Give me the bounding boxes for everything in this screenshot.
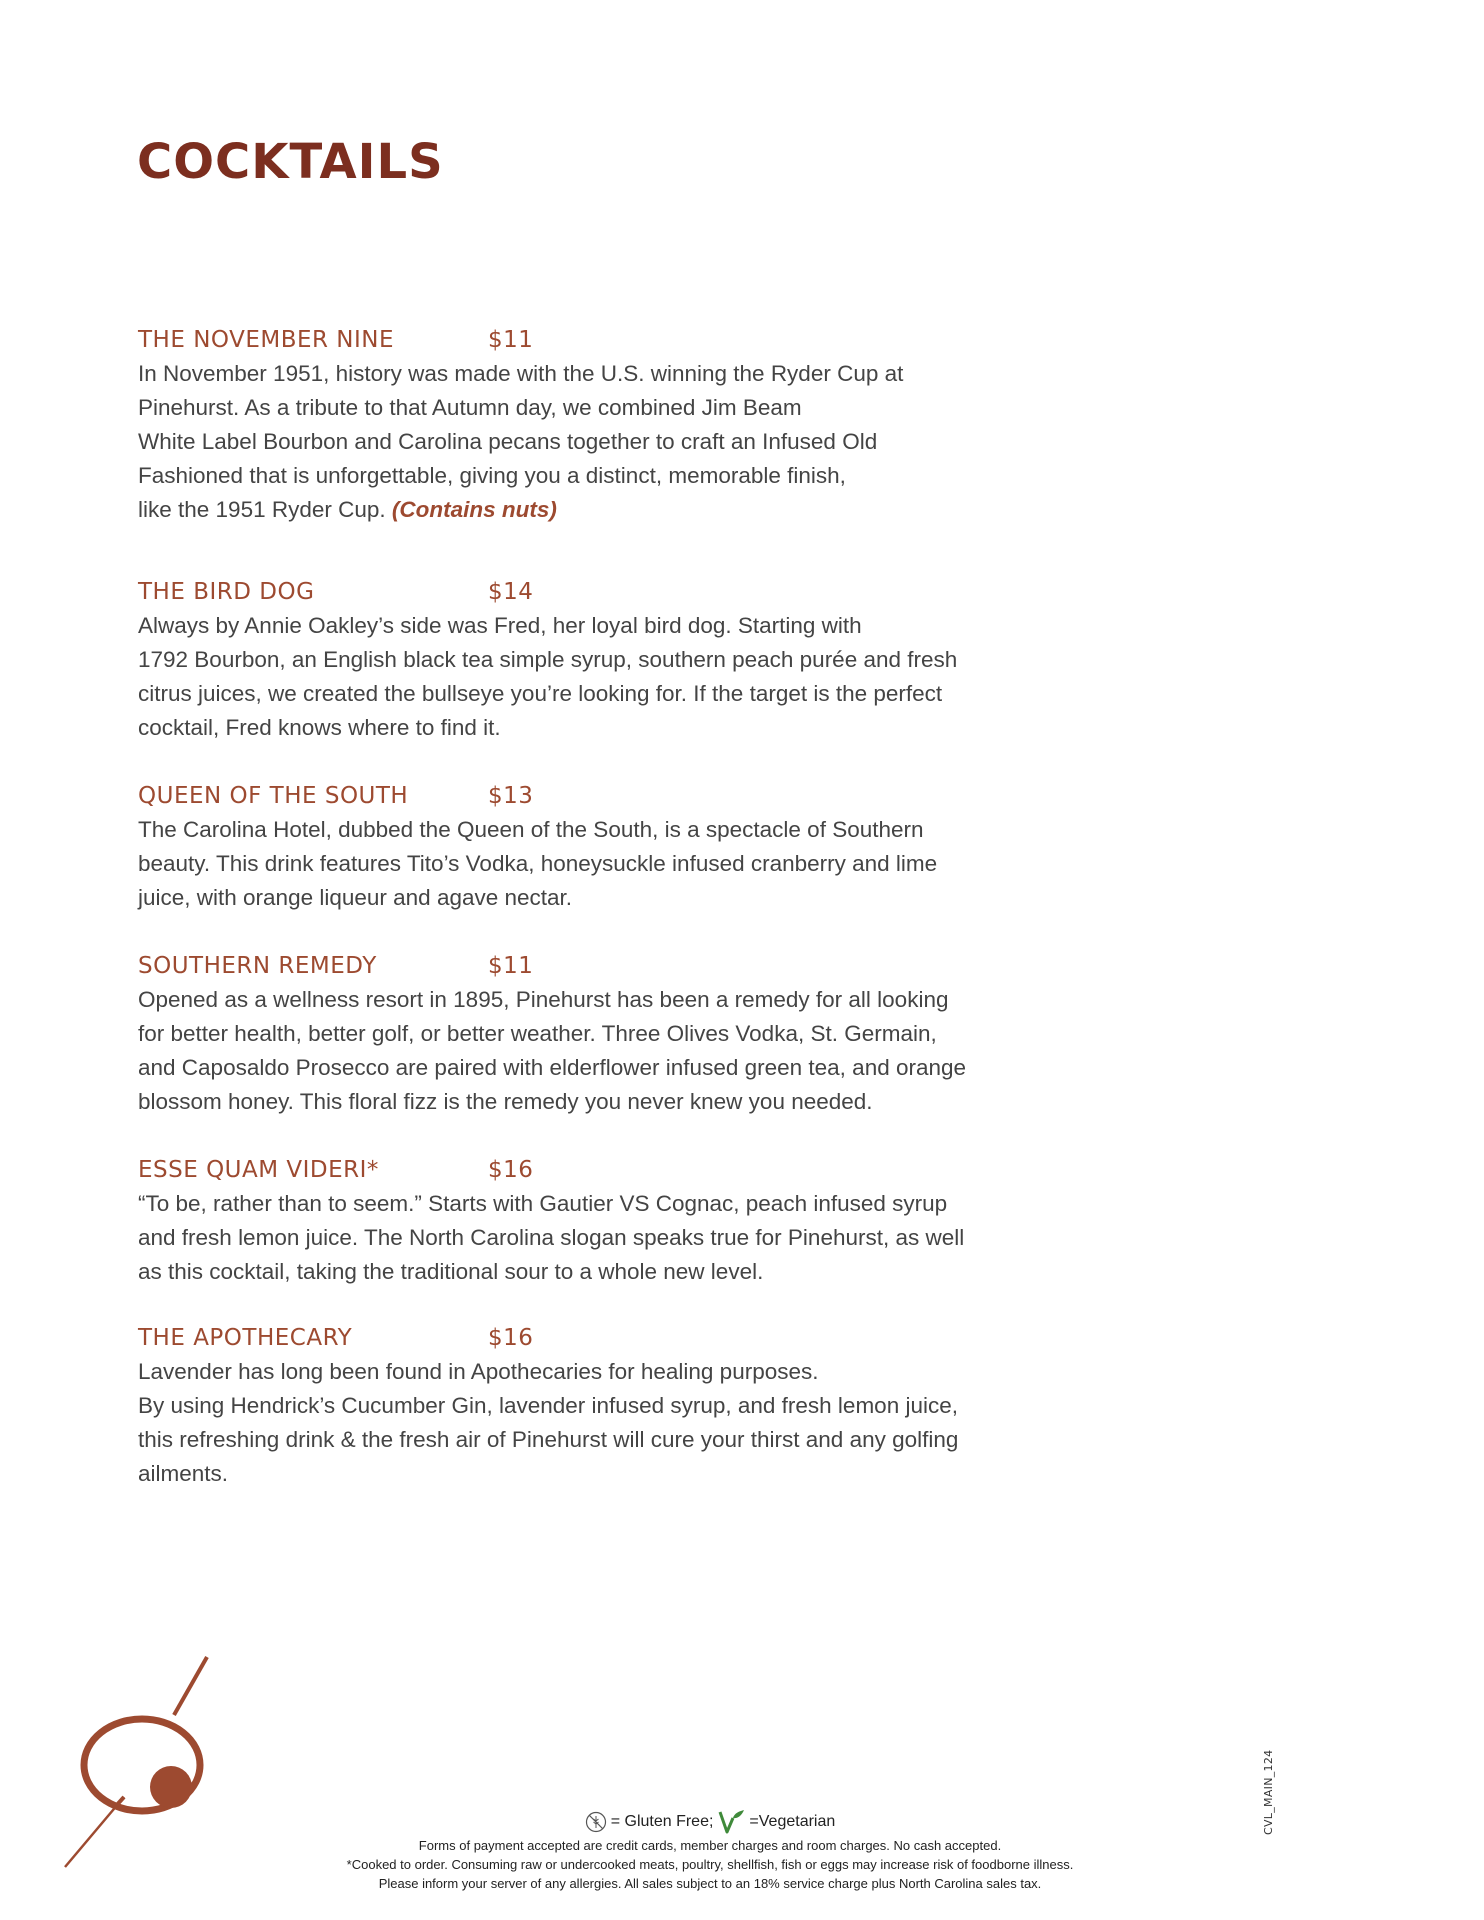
menu-item-price: $16 <box>488 1325 534 1351</box>
menu-item-price: $11 <box>488 327 534 353</box>
page-title: COCKTAILS <box>137 134 444 190</box>
menu-item-price: $11 <box>488 953 534 979</box>
menu-item-description: “To be, rather than to seem.” Starts with Gautier VS Cognac, peach infused syrup and fresh lemon juice. The North Carolina slogan speaks true for Pinehurst, as well as this cocktail, taking the traditional sour to a whole new level. <box>138 1191 965 1284</box>
menu-item-description: Opened as a wellness resort in 1895, Pinehurst has been a remedy for all looking for better health, better golf, or better weather. Three Olives Vodka, St. Germain, and Caposaldo Prosecco are paired with elderflower infused green tea, and orange blossom honey. This floral fizz is the remedy you never knew you needed. <box>138 987 967 1114</box>
menu-item-header <box>138 1321 1058 1355</box>
menu-item <box>138 323 1058 527</box>
menu-item-header <box>138 779 1058 813</box>
menu-item-header <box>138 1153 1058 1187</box>
menu-item-header <box>138 323 1058 357</box>
menu-item-description: Lavender has long been found in Apothecaries for healing purposes. By using Hendrick’s Cucumber Gin, lavender infused syrup, and fresh lemon juice, this refreshing drink & the fresh air of Pinehurst will cure your thirst and any golfing ailments. <box>138 1359 959 1486</box>
gluten-free-icon <box>585 1811 607 1833</box>
menu-item-price: $16 <box>488 1157 534 1183</box>
footer <box>250 1808 1170 1893</box>
raw-food-warning: *Cooked to order. Consuming raw or undercooked meats, poultry, shellfish, fish or eggs may increase risk of foodborne illness. <box>346 1857 1074 1872</box>
document-code: CVL_MAIN_124 <box>1262 1749 1275 1835</box>
payment-note: Forms of payment accepted are credit cards, member charges and room charges. No cash accepted. <box>418 1838 1002 1853</box>
dietary-legend <box>250 1808 1170 1836</box>
menu-item-name: THE NOVEMBER NINE <box>138 327 395 353</box>
menu-item-price: $13 <box>488 783 534 809</box>
olive-logo-icon <box>62 1655 212 1870</box>
menu-item-name: THE APOTHECARY <box>138 1325 353 1351</box>
menu-item-price: $14 <box>488 579 534 605</box>
menu-item-name: SOUTHERN REMEDY <box>138 953 377 979</box>
menu-item <box>138 575 1058 745</box>
menu-item-header <box>138 949 1058 983</box>
cocktail-list <box>138 323 1058 1491</box>
menu-item-name: ESSE QUAM VIDERI* <box>138 1157 379 1183</box>
menu-item <box>138 949 1058 1119</box>
vegetarian-label: =Vegetarian <box>749 1813 836 1830</box>
menu-item <box>138 1153 1058 1289</box>
allergen-note: (Contains nuts) <box>391 497 557 522</box>
menu-item-description-text: In November 1951, history was made with the U.S. winning the Ryder Cup at Pinehurst. As a tribute to that Autumn day, we combined Jim Beam White Label Bourbon and Carolina pecans together to craft an Infused Old Fashioned that is unforgettable, giving you a distinct, memorable finish, like the 1951 Ryder Cup. <box>138 361 904 522</box>
menu-item <box>138 779 1058 915</box>
menu-item-name: QUEEN OF THE SOUTH <box>138 783 409 809</box>
menu-item <box>138 1321 1058 1491</box>
gluten-free-label: = Gluten Free; <box>610 1813 714 1830</box>
menu-item-header <box>138 575 1058 609</box>
vegetarian-icon <box>717 1808 745 1836</box>
menu-item-description <box>138 357 1058 527</box>
menu-item-description: Always by Annie Oakley’s side was Fred, her loyal bird dog. Starting with 1792 Bourbon, an English black tea simple syrup, southern peach purée and fresh citrus juices, we created the bullseye you’re looking for. If the target is the perfect cocktail, Fred knows where to find it. <box>138 613 958 740</box>
menu-item-description: The Carolina Hotel, dubbed the Queen of the South, is a spectacle of Southern beauty. This drink features Tito’s Vodka, honeysuckle infused cranberry and lime juice, with orange liqueur and agave nectar. <box>138 817 938 910</box>
menu-item-name: THE BIRD DOG <box>138 579 315 605</box>
allergy-note: Please inform your server of any allergies. All sales subject to an 18% service charge plus North Carolina sales tax. <box>378 1876 1042 1891</box>
